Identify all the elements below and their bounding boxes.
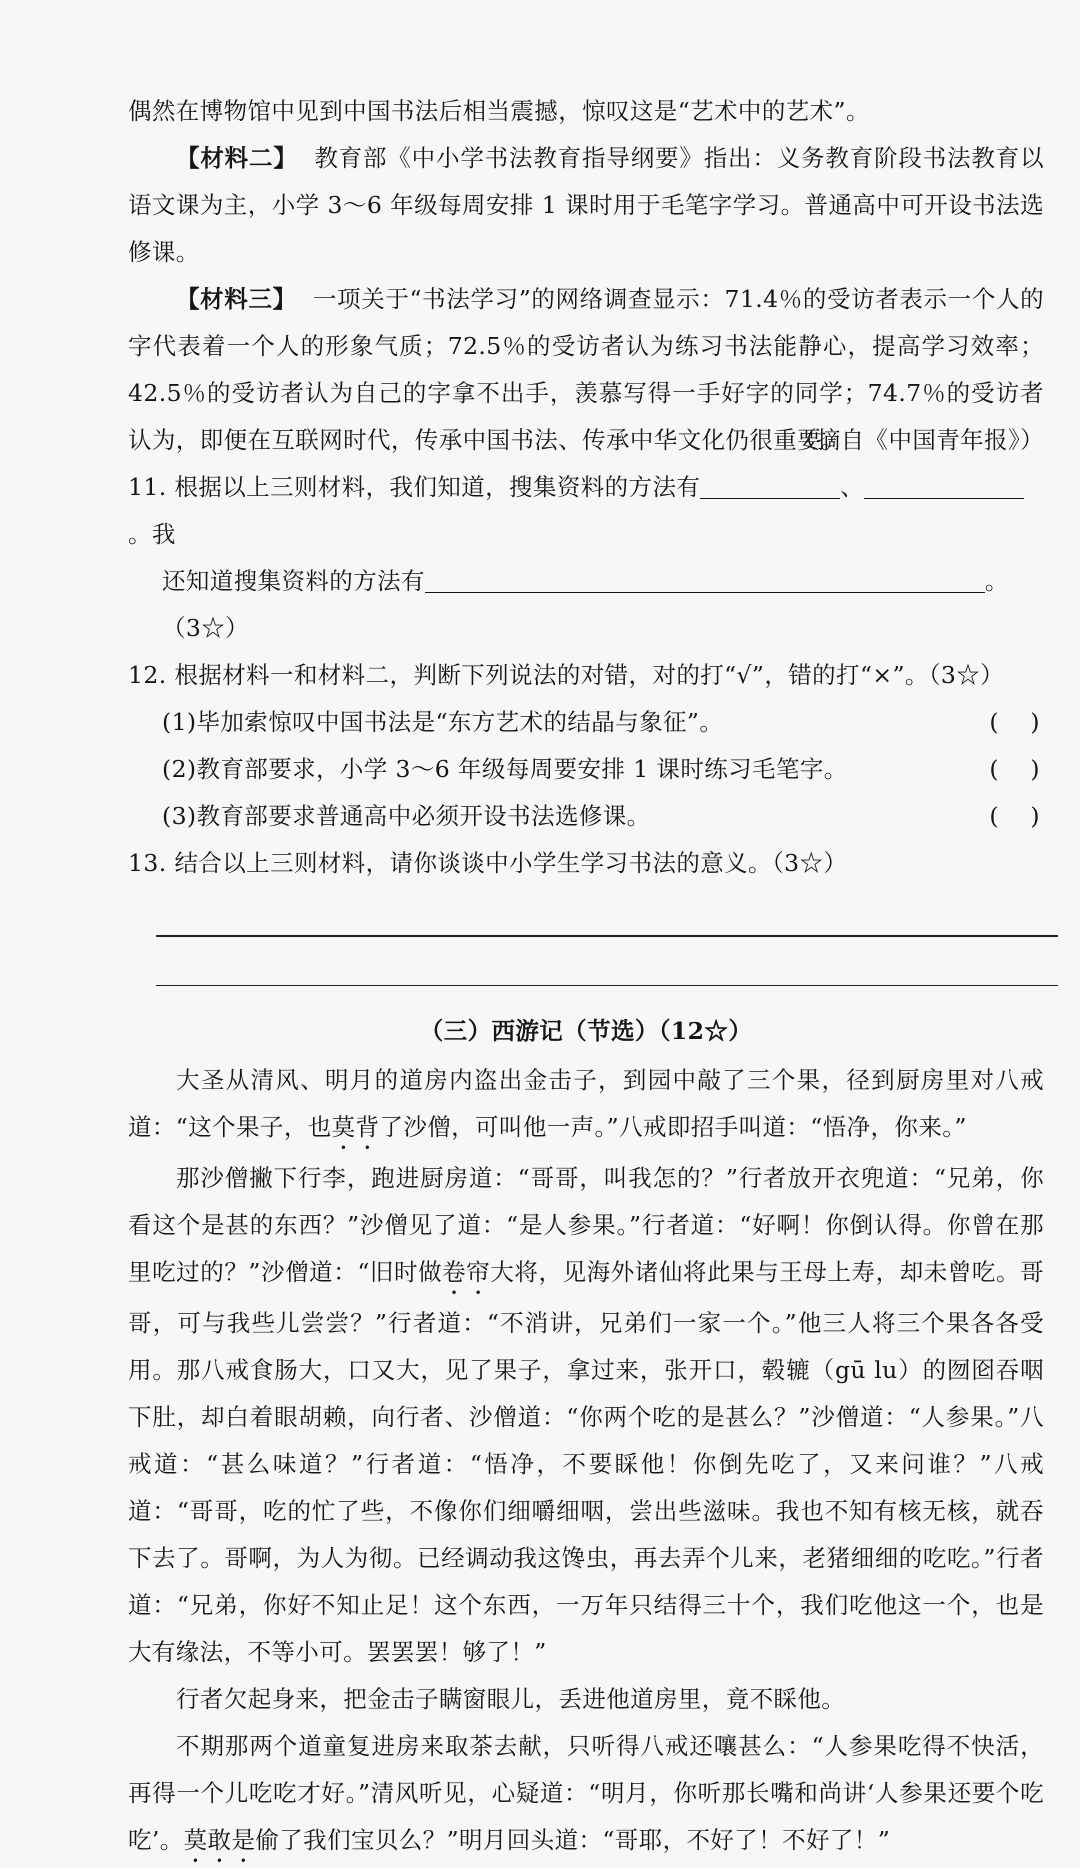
- q11-stem-2: 还知道搜集资料的方法有: [162, 567, 425, 595]
- q12-item-3-answer[interactable]: ( ): [989, 802, 1040, 830]
- q12-item-1-text: (1)毕加索惊叹中国书法是“东方艺术的结晶与象征”。: [162, 708, 724, 736]
- passage-paragraph-4: [128, 1723, 1044, 1868]
- passage-p4-c: 偷了我们宝贝么？”明月回头道：“哥耶，不好了！不好了！”: [255, 1826, 891, 1854]
- q12-item-2-text: (2)教育部要求，小学 3～6 年级每周要安排 1 课时练习毛笔字。: [162, 755, 848, 783]
- passage-p2-c: 大将，见海外诸仙将此果与王母上寿，却未曾吃。哥哥，可与我些儿尝尝？”行者道：“不消讲，兄弟们一家一个。”他三人将三个果各各受用。那八戒食肠大，口又大，见了果子，拿过来，张开口，毂辘（gū lu）的囫囵吞咽下肚，却白着眼胡赖，向行者、沙僧道：“你两个吃的是甚么？”沙僧道：“人参果。”八戒道：“甚么味道？”行者道：“悟净，不要睬他！你倒先吃了，又来问谁？”八戒道：“哥哥，吃的忙了些，不像你们细嚼细咽，尝出些滋味。我也不知有核无核，就吞下去了。哥啊，为人为彻。已经调动我这馋虫，再去弄个儿来，老猪细细的吃吃。”行者道：“兄弟，你好不知止足！这个东西，一万年只结得三十个，我们吃他这一个，也是大有缘法，不等小可。罢罢罢！够了！”: [128, 1258, 1044, 1666]
- q12-item-2-answer[interactable]: ( ): [989, 755, 1040, 783]
- passage-paragraph-1: [128, 1057, 1044, 1155]
- material3-tag: 【材料三】: [176, 285, 297, 313]
- passage-p4-dotted: 莫敢是: [183, 1826, 256, 1854]
- q12-item-3: [128, 793, 1044, 840]
- material2-paragraph: [128, 135, 1044, 276]
- q11-blank-1[interactable]: [700, 468, 840, 499]
- passage-p1-a: 大圣从清风、明月的道房内盗出金击子，到园中敲了三个果，径到厨房里对八戒道：“这个果子，也: [128, 1066, 1044, 1141]
- passage-p2-a: 那沙僧撇下行李，跑进厨房道：“哥哥，叫我怎的？”行者放开衣兜道：“兄弟，你看这个是甚的东西？”沙僧见了道：“是人参果。”行者道：“好啊！你倒认得。你曾在那里吃过的？”沙僧道：“旧时做: [128, 1164, 1044, 1286]
- q12-item-1-answer[interactable]: ( ): [989, 708, 1040, 736]
- question-13: 13. 结合以上三则材料，请你谈谈中小学生学习书法的意义。（3☆）: [128, 849, 848, 877]
- q11-separator: 、: [840, 473, 865, 501]
- q11-stem: 11. 根据以上三则材料，我们知道，搜集资料的方法有: [128, 473, 701, 501]
- q12-item-3-text: (3)教育部要求普通高中必须开设书法选修课。: [162, 802, 651, 830]
- passage-paragraph-2: [128, 1155, 1044, 1676]
- q11-blank-2[interactable]: [864, 468, 1024, 499]
- q12-item-2: [128, 746, 1044, 793]
- material2-text: 教育部《中小学书法教育指导纲要》指出：义务教育阶段书法教育以语文课为主，小学 3～6 年级每周安排 1 课时用于毛笔字学习。普通高中可开设书法选修课。: [128, 144, 1044, 266]
- question-12: 12. 根据材料一和材料二，判断下列说法的对错，对的打“√”，错的打“×”。（3☆）: [128, 661, 1005, 689]
- passage-p1-c: 了沙僧，可叫他一声。”八戒即招手叫道：“悟净，你来。”: [379, 1113, 967, 1141]
- material2-tag: 【材料二】: [176, 144, 298, 172]
- passage-paragraph-3: 行者欠起身来，把金击子瞒窗眼儿，丢进他道房里，竟不睬他。: [176, 1685, 846, 1713]
- material1-tail: 偶然在博物馆中见到中国书法后相当震撼，惊叹这是“艺术中的艺术”。: [128, 97, 870, 125]
- material3-text: 一项关于“书法学习”的网络调查显示：71.4％的受访者表示一个人的字代表着一个人的形象气质；72.5％的受访者认为练习书法能静心，提高学习效率；42.5％的受访者认为自己的字拿不出手，羡慕写得一手好字的同学；74.7％的受访者认为，即便在互联网时代，传承中国书法、传承中华文化仍很重要。: [128, 285, 1045, 454]
- q13-answer-line-2[interactable]: [156, 985, 1058, 987]
- passage-p1-dotted: 莫背: [331, 1113, 380, 1141]
- q11-tail: 。我: [128, 520, 176, 548]
- passage-p4-a: 不期那两个道童复进房来取茶去献，只听得八戒还嚷甚么：“人参果吃得不快活，再得一个儿吃吃才好。”清风听见，心疑道：“明月，你听那长嘴和尚讲‘人参果还要个吃吃’。: [128, 1732, 1044, 1854]
- q11-score: 。（3☆）: [162, 567, 1009, 642]
- question-11: [128, 464, 1044, 558]
- q11-blank-3[interactable]: [425, 562, 985, 593]
- q12-item-1: [128, 699, 1044, 746]
- section-3-title: （三）西游记（节选）（12☆）: [419, 1017, 753, 1045]
- question-11-cont: [128, 558, 1044, 652]
- passage-p2-dotted: 卷帘: [442, 1258, 491, 1286]
- material3-source: （摘自《中国青年报》）: [792, 426, 1044, 454]
